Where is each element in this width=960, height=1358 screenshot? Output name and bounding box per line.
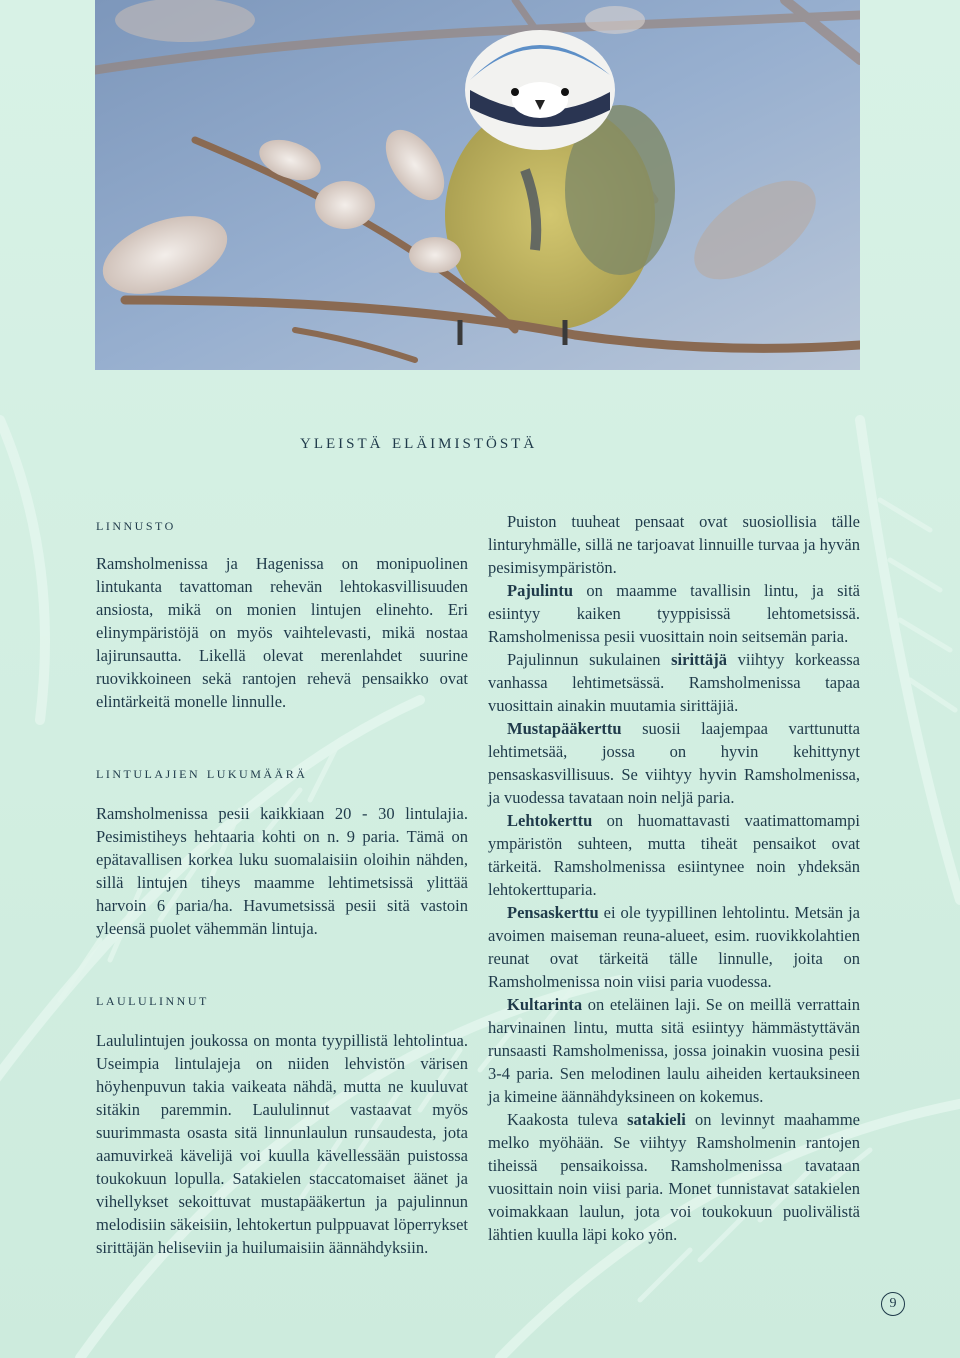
heading-linnusto: linnusto — [96, 515, 176, 534]
paragraph-laululinnut: Laululintujen joukossa on monta tyypillistä lehtolintua. Useimpia lintulajeja on niiden lehvistön värisen höyhenpuvun takia vaikeata nähdä, mutta ne kuuluvat sitäkin paremmin. Laululinnut vastaavat myös suurimmasta osasta sitä linnunlaulun runsaudesta, jota aamuvirkeä kävelijä voi kuulla kävellessään puistossa toukokuun lopulla. Satakielen staccatomaiset äänet ja vihellykset sekoittuvat mustapääkertun ja pajulinnun melodisiin säkeisiin, lehtokertun pulppuavat löperrykset sirittäjän heliseviin ja huilumaisiin äännähdyksiin. — [96, 1031, 468, 1257]
heading-lintulajien-lukumaara: lintulajien lukumäärä — [96, 763, 308, 782]
text-pensaskerttu: ei ole tyypillinen lehtolintu. Metsän ja avoimen maiseman reuna-alueet, esim. ruovikkolahtien reunat ovat tärkeitä tälle linnulle, joita on Ramsholmenissa noin viisi paria vuodessa. — [488, 903, 860, 991]
page-title: yleistä eläimistöstä — [300, 428, 538, 453]
species-pensaskerttu: Pensaskerttu — [507, 903, 599, 922]
paragraph-pajulintu — [488, 579, 860, 648]
left-column — [96, 510, 468, 1259]
paragraph-mustapaakerttu — [488, 717, 860, 809]
paragraph-sirittaja — [488, 648, 860, 717]
text-satakieli-pre: Kaakosta tuleva — [507, 1110, 628, 1129]
text-mustapaakerttu: suosii laajempaa varttunutta lehtimetsää, jossa on hyvin kehittynyt pensaskasvillisuus. Se viihtyy hyvin Ramsholmenissa, ja vuodessa tavataan noin neljä paria. — [488, 719, 860, 807]
paragraph-linnusto: Ramsholmenissa ja Hagenissa on monipuolinen lintukanta tavattoman rehevän lehtokasvillisuuden ansiosta, mikä on monien lintujen elinehto. Eri elinympäristöjä on myös vaihtelevasti, mikä nostaa lajirunsautta. Likellä olevat merenlahdet suurine ruovikkoineen sekä rantojen rehevä pensaikko ovat elintärkeitä monelle linnulle. — [96, 554, 468, 711]
paragraph-pensaskerttu — [488, 901, 860, 993]
text-kultarinta: on eteläinen laji. Se on meillä verrattain harvinainen lintu, mutta sitä esiintyy hämmästyttävän runsaasti Ramsholmenissa, jossa joinakin vuosina pesii 3-4 paria. Sen melodinen laulu aiheiden kertauksineen ja kimeine äännähdyksineen on kokemus. — [488, 995, 860, 1106]
right-column — [488, 510, 860, 1246]
species-pajulintu: Pajulintu — [507, 581, 574, 600]
paragraph-kultarinta — [488, 993, 860, 1108]
text-sirittaja: viihtyy korkeassa vanhassa lehtimetsässä. Ramsholmenissa tapaa vuosittain ainakin muutamia sirittäjiä. — [488, 650, 860, 715]
species-mustapaakerttu: Mustapääkerttu — [507, 719, 622, 738]
species-kultarinta: Kultarinta — [507, 995, 583, 1014]
paragraph-satakieli — [488, 1108, 860, 1246]
species-satakieli: satakieli — [627, 1110, 686, 1129]
species-sirittaja: sirittäjä — [671, 650, 728, 669]
blue-tit-photo — [95, 0, 860, 370]
text-lehtokerttu: on huomattavasti vaatimattomampi ympäristön suhteen, mutta tiheät pensaikot ovat tärkeitä. Ramsholmenissa esiintynee noin yhdeksän lehtokerttuparia. — [488, 811, 860, 899]
paragraph-lukumaara: Ramsholmenissa pesii kaikkiaan 20 - 30 lintulajia. Pesimistiheys hehtaaria kohti on n. 9 paria. Tämä on epätavallisen korkea luku suomalaisiin oloihin nähden, sillä lintujen tiheys maamme lehtimetsissä ylittää harvoin 6 paria/ha. Havumetsissä pesii sitä vastoin yleensä puolet vähemmän lintuja. — [96, 804, 468, 938]
text-satakieli: on levinnyt maahamme melko myöhään. Se viihtyy Ramsholmenin rantojen tiheissä pensaikoissa. Ramsholmenissa tavataan vuosittain noin viisi paria. Monet tunnistavat satakielen voimakkaan laulun, jota voi toukokuun puolivälistä lähtien kuulla läpi koko yön. — [488, 1110, 860, 1244]
species-lehtokerttu: Lehtokerttu — [507, 811, 593, 830]
paragraph-intro: Puiston tuuheat pensaat ovat suosiollisia tälle linturyhmälle, sillä ne tarjoavat linnuille turvaa ja hyvän pesimisympäristön. — [488, 512, 860, 577]
page-number: 9 — [881, 1292, 905, 1316]
text-pajulintu: on maamme tavallisin lintu, ja sitä esiintyy kaiken tyyppisissä lehtometsissä. Ramsholmenissa pesii vuosittain noin seitsemän paria. — [488, 581, 860, 646]
text-sirittaja-pre: Pajulinnun sukulainen — [507, 650, 672, 669]
paragraph-lehtokerttu — [488, 809, 860, 901]
heading-laululinnut: laululinnut — [96, 990, 209, 1009]
